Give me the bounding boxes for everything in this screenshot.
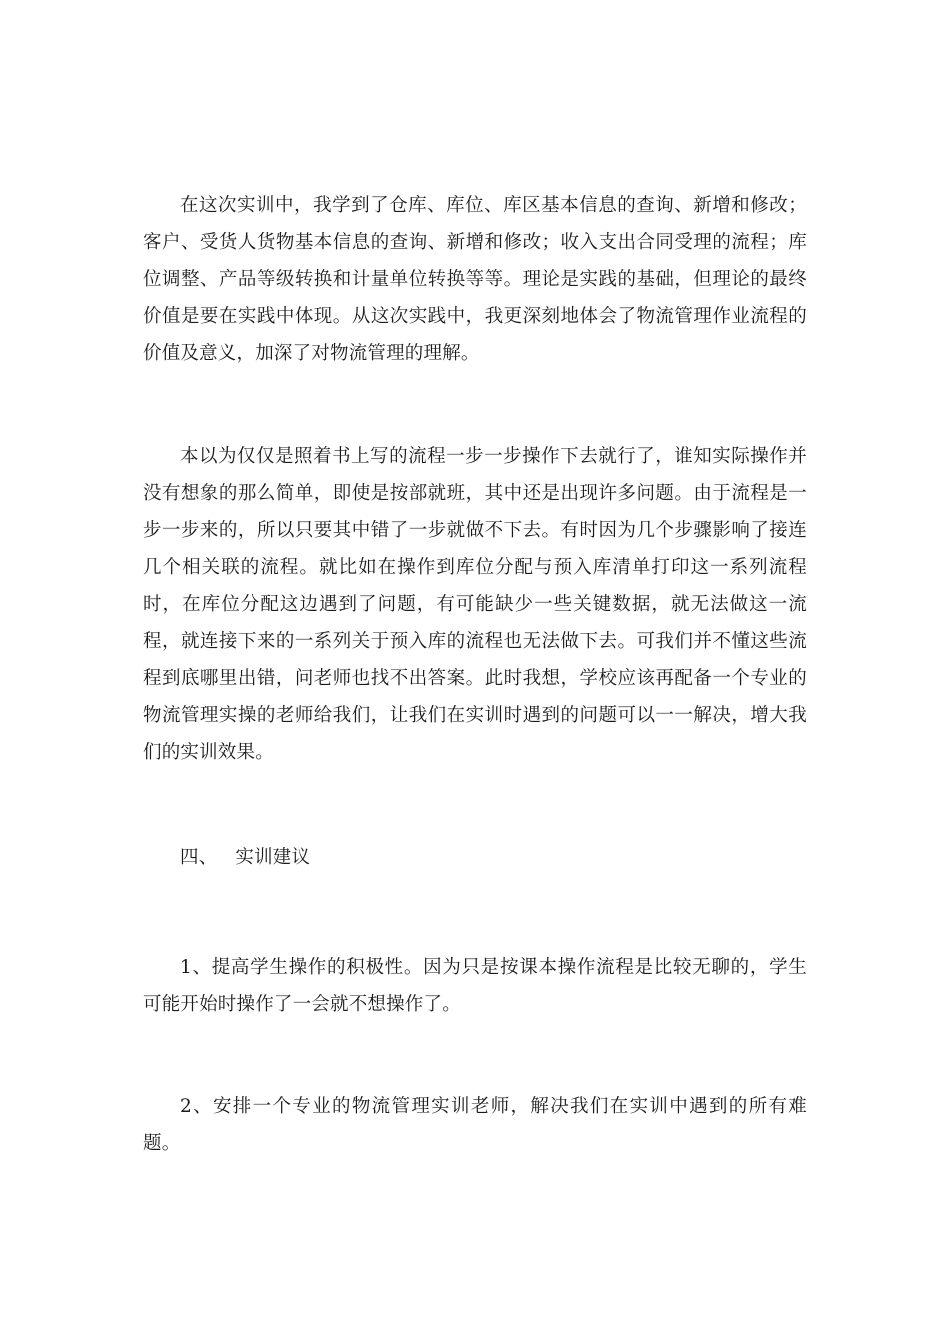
section-heading-number: 四、 [180,847,218,868]
suggestion-item-1: 1、提高学生操作的积极性。因为只是按课本操作流程是比较无聊的，学生可能开始时操作了一会就不想操作了。 [143,957,807,1015]
section-heading [143,839,807,876]
section-heading-title: 实训建议 [235,847,311,868]
body-paragraph-2: 本以为仅仅是照着书上写的流程一步一步操作下去就行了，谁知实际操作并没有想象的那么简单，即使是按部就班，其中还是出现许多问题。由于流程是一步一步来的，所以只要其中错了一步就做不下去。有时因为几个步骤影响了接连几个相关联的流程。就比如在操作到库位分配与预入库清单打印这一系列流程时，在库位分配这边遇到了问题，有可能缺少一些关键数据，就无法做这一流程，就连接下来的一系列关于预入库的流程也无法做下去。可我们并不懂这些流程到底哪里出错，问老师也找不出答案。此时我想，学校应该再配备一个专业的物流管理实操的老师给我们，让我们在实训时遇到的问题可以一一解决，增大我们的实训效果。 [143,446,807,763]
suggestion-item-2: 2、安排一个专业的物流管理实训老师，解决我们在实训中遇到的所有难题。 [143,1096,807,1154]
body-paragraph-1: 在这次实训中，我学到了仓库、库位、库区基本信息的查询、新增和修改；客户、受货人货物基本信息的查询、新增和修改；收入支出合同受理的流程；库位调整、产品等级转换和计量单位转换等等。理论是实践的基础，但理论的最终价值是要在实践中体现。从这次实践中，我更深刻地体会了物流管理作业流程的价值及意义，加深了对物流管理的理解。 [143,195,807,364]
